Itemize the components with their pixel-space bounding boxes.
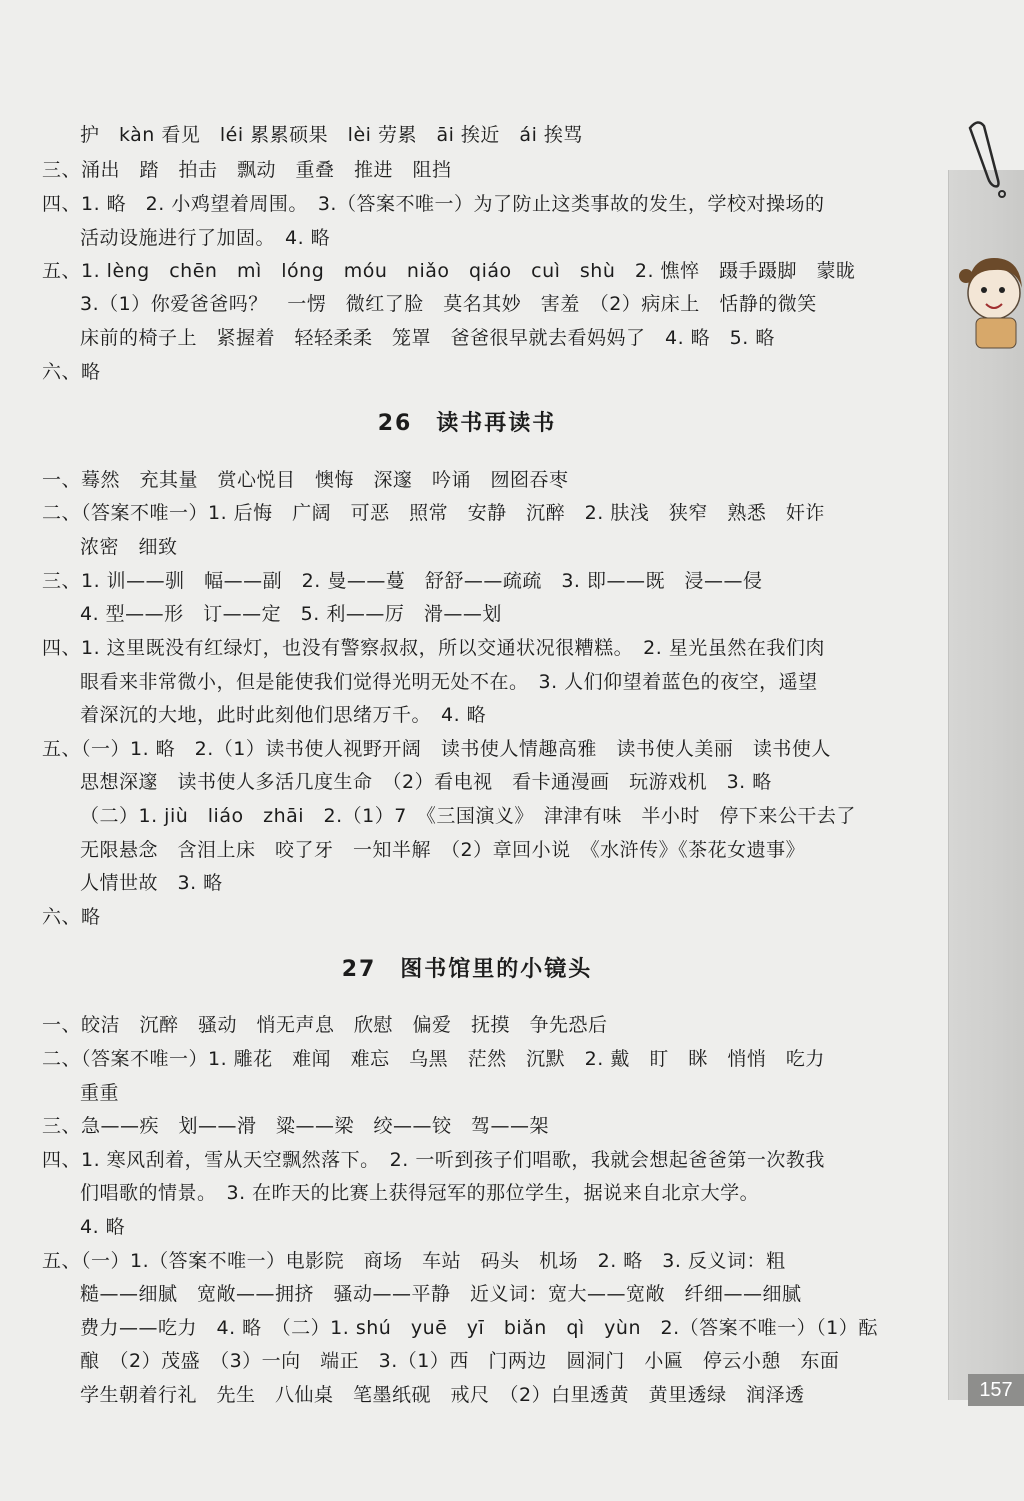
answer-line: 活动设施进行了加固。 4. 略 <box>80 227 331 249</box>
answer-line: 费力——吃力 4. 略 （二）1. shú yuē yī biǎn qì yùn 2.（答案不唯一）（1）酝 <box>80 1317 878 1339</box>
answer-line: 三、涌出 踏 拍击 飘动 重叠 推进 阻挡 <box>42 159 452 181</box>
answer-line: 四、1. 略 2. 小鸡望着周围。 3.（答案不唯一）为了防止这类事故的发生，学校对操场的 <box>42 193 825 215</box>
answer-line: 护 kàn 看见 léi 累累硕果 lèi 劳累 āi 挨近 ái 挨骂 <box>80 124 583 146</box>
answer-line: 思想深邃 读书使人多活几度生命 （2）看电视 看卡通漫画 玩游戏机 3. 略 <box>80 771 772 793</box>
answer-line: 三、急——疾 划——滑 粱——梁 绞——铰 驾——架 <box>42 1115 550 1137</box>
answer-line: 六、略 <box>42 361 101 383</box>
answer-line: 浓密 细致 <box>80 536 178 558</box>
answer-line: 学生朝着行礼 先生 八仙桌 笔墨纸砚 戒尺 （2）白里透黄 黄里透绿 润泽透 <box>80 1384 805 1406</box>
answer-line: （二）1. jiù liáo zhāi 2.（1）7 《三国演义》 津津有味 半小时 停下来公干去了 <box>80 805 856 827</box>
lesson-heading-27: 27 图书馆里的小镜头 <box>341 957 593 982</box>
answer-line: 三、1. 训——驯 幅——副 2. 曼——蔓 舒舒——疏疏 3. 即——既 浸——侵 <box>42 570 763 592</box>
answer-line: 四、1. 寒风刮着，雪从天空飘然落下。 2. 一听到孩子们唱歌，我就会想起爸爸第一次教我 <box>42 1149 825 1171</box>
answer-line: 酿 （2）茂盛 （3）一向 端正 3.（1）西 门两边 圆洞门 小匾 停云小憩 东面 <box>80 1350 840 1372</box>
page-number: 157 <box>968 1374 1024 1406</box>
answer-line: 3.（1）你爱爸爸吗？ 一愣 微红了脸 莫名其妙 害羞 （2）病床上 恬静的微笑 <box>80 293 817 315</box>
answer-line: 床前的椅子上 紧握着 轻轻柔柔 笼罩 爸爸很早就去看妈妈了 4. 略 5. 略 <box>80 327 775 349</box>
answer-line: 五、（一）1.（答案不唯一）电影院 商场 车站 码头 机场 2. 略 3. 反义词：粗 <box>42 1250 786 1272</box>
answer-line: 眼看来非常微小，但是能使我们觉得光明无处不在。 3. 人们仰望着蓝色的夜空，遥望 <box>80 671 818 693</box>
answer-line: 二、（答案不唯一）1. 后悔 广阔 可恶 照常 安静 沉醉 2. 肤浅 狭窄 熟悉 奸诈 <box>42 502 825 524</box>
answer-line: 四、1. 这里既没有红绿灯，也没有警察叔叔，所以交通状况很糟糕。 2. 星光虽然在我们肉 <box>42 637 825 659</box>
mascot-girl-illustration <box>958 118 1024 358</box>
answer-line: 五、1. lèng chēn mì lóng móu niǎo qiáo cuì shù 2. 憔悴 蹑手蹑脚 蒙眬 <box>42 260 856 282</box>
answer-line: 人情世故 3. 略 <box>80 872 223 894</box>
answer-line: 一、蓦然 充其量 赏心悦目 懊悔 深邃 吟诵 囫囵吞枣 <box>42 469 569 491</box>
answer-line: 4. 略 <box>80 1216 126 1238</box>
answer-line: 五、（一）1. 略 2.（1）读书使人视野开阔 读书使人情趣高雅 读书使人美丽 读书使人 <box>42 738 831 760</box>
lesson-heading-26: 26 读书再读书 <box>377 411 557 436</box>
answer-line: 二、（答案不唯一）1. 雕花 难闻 难忘 乌黑 茫然 沉默 2. 戴 盯 眯 悄悄 吃力 <box>42 1048 825 1070</box>
answer-line: 糙——细腻 宽敞——拥挤 骚动——平静 近义词：宽大——宽敞 纤细——细腻 <box>80 1283 802 1305</box>
answer-line: 无限悬念 含泪上床 咬了牙 一知半解 （2）章回小说 《水浒传》《茶花女遗事》 <box>80 839 806 861</box>
answer-line: 重重 <box>80 1082 120 1104</box>
answer-line: 一、皎洁 沉醉 骚动 悄无声息 欣慰 偏爱 抚摸 争先恐后 <box>42 1014 608 1036</box>
answer-line: 们唱歌的情景。 3. 在昨天的比赛上获得冠军的那位学生，据说来自北京大学。 <box>80 1182 760 1204</box>
answer-line: 4. 型——形 订——定 5. 利——厉 滑——划 <box>80 603 502 625</box>
answer-line: 六、略 <box>42 906 101 928</box>
answer-line: 着深沉的大地，此时此刻他们思绪万千。 4. 略 <box>80 704 487 726</box>
